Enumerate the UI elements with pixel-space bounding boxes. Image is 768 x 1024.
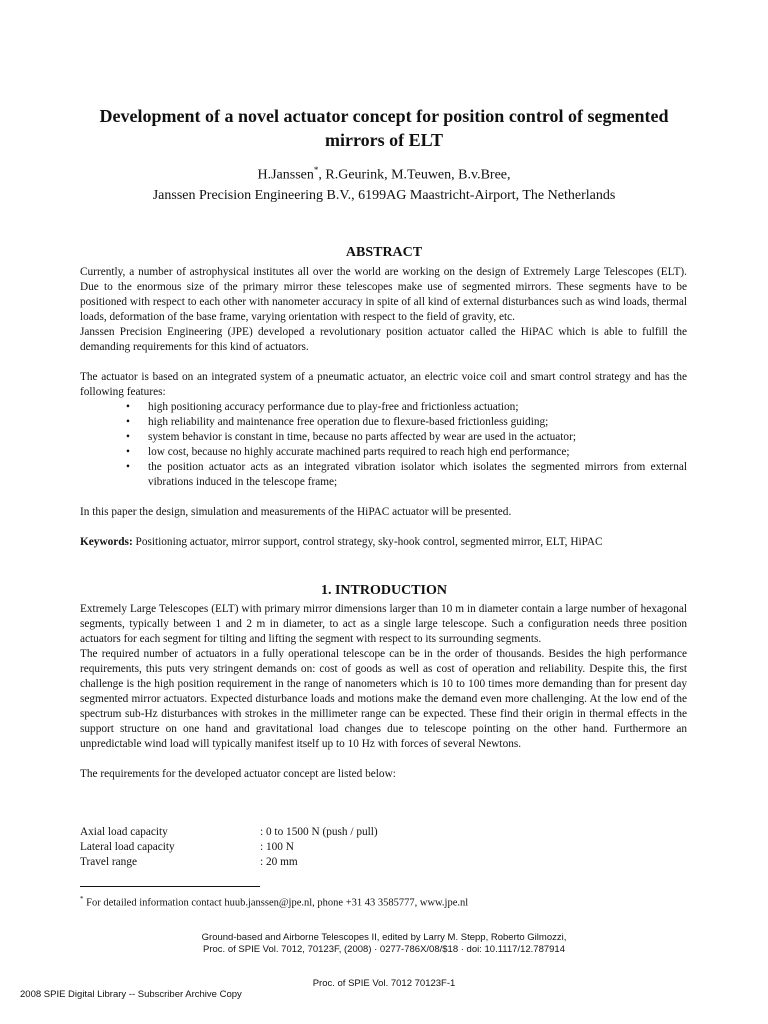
footnote-text: For detailed information contact huub.janssen@jpe.nl, phone +31 43 3585777, www.jpe.nl [83,897,469,909]
introduction-heading: 1. INTRODUCTION [320,583,447,598]
citation-block [80,932,688,956]
footnote-divider [80,886,260,887]
requirement-row [80,855,378,870]
abstract-body [80,265,687,550]
requirement-row [80,840,378,855]
abstract-paragraph-1: Currently, a number of astrophysical institutes all over the world are working on the design of Extremely Large Telescopes (ELT). Due to the enormous size of the primary mirror these telescopes make use of segmented mirrors. These segments have to be positioned with respect to each other with nanometer accuracy in spite of all kind of external disturbances such as wind loads, thermal loads, deformation of the base frame, varying orientation with respect to the field of gravity, etc. [80,266,687,323]
footnote [80,892,468,911]
feature-text: system behavior is constant in time, because no parts affected by wear are used in the actuator; [148,431,576,443]
citation-line-1: Ground-based and Airborne Telescopes II, edited by Larry M. Stepp, Roberto Gilmozzi, [201,932,567,943]
affiliation: Janssen Precision Engineering B.V., 6199AG Maastricht-Airport, The Netherlands [152,187,616,203]
bullet-icon: • [126,431,130,443]
requirement-row [80,825,378,840]
feature-list [80,400,687,490]
bullet-icon: • [126,401,130,413]
author-footnote-marker: * [313,165,319,175]
requirement-value: : 20 mm [260,856,298,868]
abstract-heading: ABSTRACT [345,245,423,260]
feature-text: high positioning accuracy performance due to play-free and frictionless actuation; [148,401,519,413]
abstract-paragraph-3: The actuator is based on an integrated system of a pneumatic actuator, an electric voice coil and smart control strategy and has the following features: [80,371,687,398]
author-list [80,160,688,186]
other-authors: , R.Geurink, M.Teuwen, B.v.Bree, [318,167,511,183]
feature-item [80,415,687,430]
bullet-icon: • [126,416,130,428]
feature-item [80,400,687,415]
feature-item [80,445,687,460]
archive-notice: 2008 SPIE Digital Library -- Subscriber Archive Copy [20,989,242,1000]
feature-item [80,460,687,490]
paper-title: Development of a novel actuator concept for position control of segmented mirrors of ELT [99,106,669,150]
feature-text: the position actuator acts as an integrated vibration isolator which isolates the segmented mirrors from external vibrations induced in the telescope frame; [148,461,687,488]
intro-paragraph-3: The requirements for the developed actuator concept are listed below: [80,768,396,780]
feature-text: high reliability and maintenance free operation due to flexure-based frictionless guiding; [148,416,549,428]
requirement-label: Axial load capacity [80,826,168,838]
requirements-table [80,825,378,870]
requirement-label: Lateral load capacity [80,841,175,853]
requirement-value: : 100 N [260,841,294,853]
bullet-icon: • [126,461,130,473]
keywords-line [80,535,687,550]
author-block [80,160,688,206]
keywords-label: Keywords: [80,536,133,548]
introduction-body [80,602,687,782]
page-number: Proc. of SPIE Vol. 7012 70123F-1 [312,978,456,989]
requirement-value: : 0 to 1500 N (push / pull) [260,826,378,838]
intro-paragraph-1: Extremely Large Telescopes (ELT) with primary mirror dimensions larger than 10 m in diameter contain a large number of hexagonal segments, typically between 1 and 2 m in diameter, to act as a single large telescope. Such a configuration needs three position actuators for each segment for tilting and lifting the segment with respect to its surrounding segments. [80,603,687,645]
keywords-text: Positioning actuator, mirror support, control strategy, sky-hook control, segmented mirror, ELT, HiPAC [132,536,603,548]
abstract-paragraph-2: Janssen Precision Engineering (JPE) developed a revolutionary position actuator called the HiPAC which is able to fulfill the demanding requirements for this kind of actuators. [80,326,687,353]
intro-paragraph-2: The required number of actuators in a fully operational telescope can be in the order of thousands. Besides the high performance requirements, this puts very stringent demands on: cost of goods as well as cost of operation and reliability. Despite this, the first challenge is the high position requirement in the range of nanometers which is 10 to 100 times more demanding than for present day segmented mirror actuators. Expected disturbance loads and motions make the demand even more challenging. At the low end of the spectrum sub-Hz disturbances with strokes in the millimeter range can be expected. These find their origin in thermal effects in the support structure on one hand and gravitational load changes due to telescope pointing on the other hand. Furthermore an unpredictable wind load will typically manifest itself up to 10 Hz with forces of several Newtons. [80,648,687,750]
footnote-marker: * [80,895,84,903]
feature-text: low cost, because no highly accurate machined parts required to reach high end performance; [148,446,570,458]
abstract-paragraph-4: In this paper the design, simulation and measurements of the HiPAC actuator will be presented. [80,506,512,518]
first-author: H.Janssen [257,167,314,183]
feature-item [80,430,687,445]
bullet-icon: • [126,446,130,458]
requirement-label: Travel range [80,856,137,868]
citation-line-2: Proc. of SPIE Vol. 7012, 70123F, (2008) · 0277-786X/08/$18 · doi: 10.1117/12.787914 [203,944,565,955]
